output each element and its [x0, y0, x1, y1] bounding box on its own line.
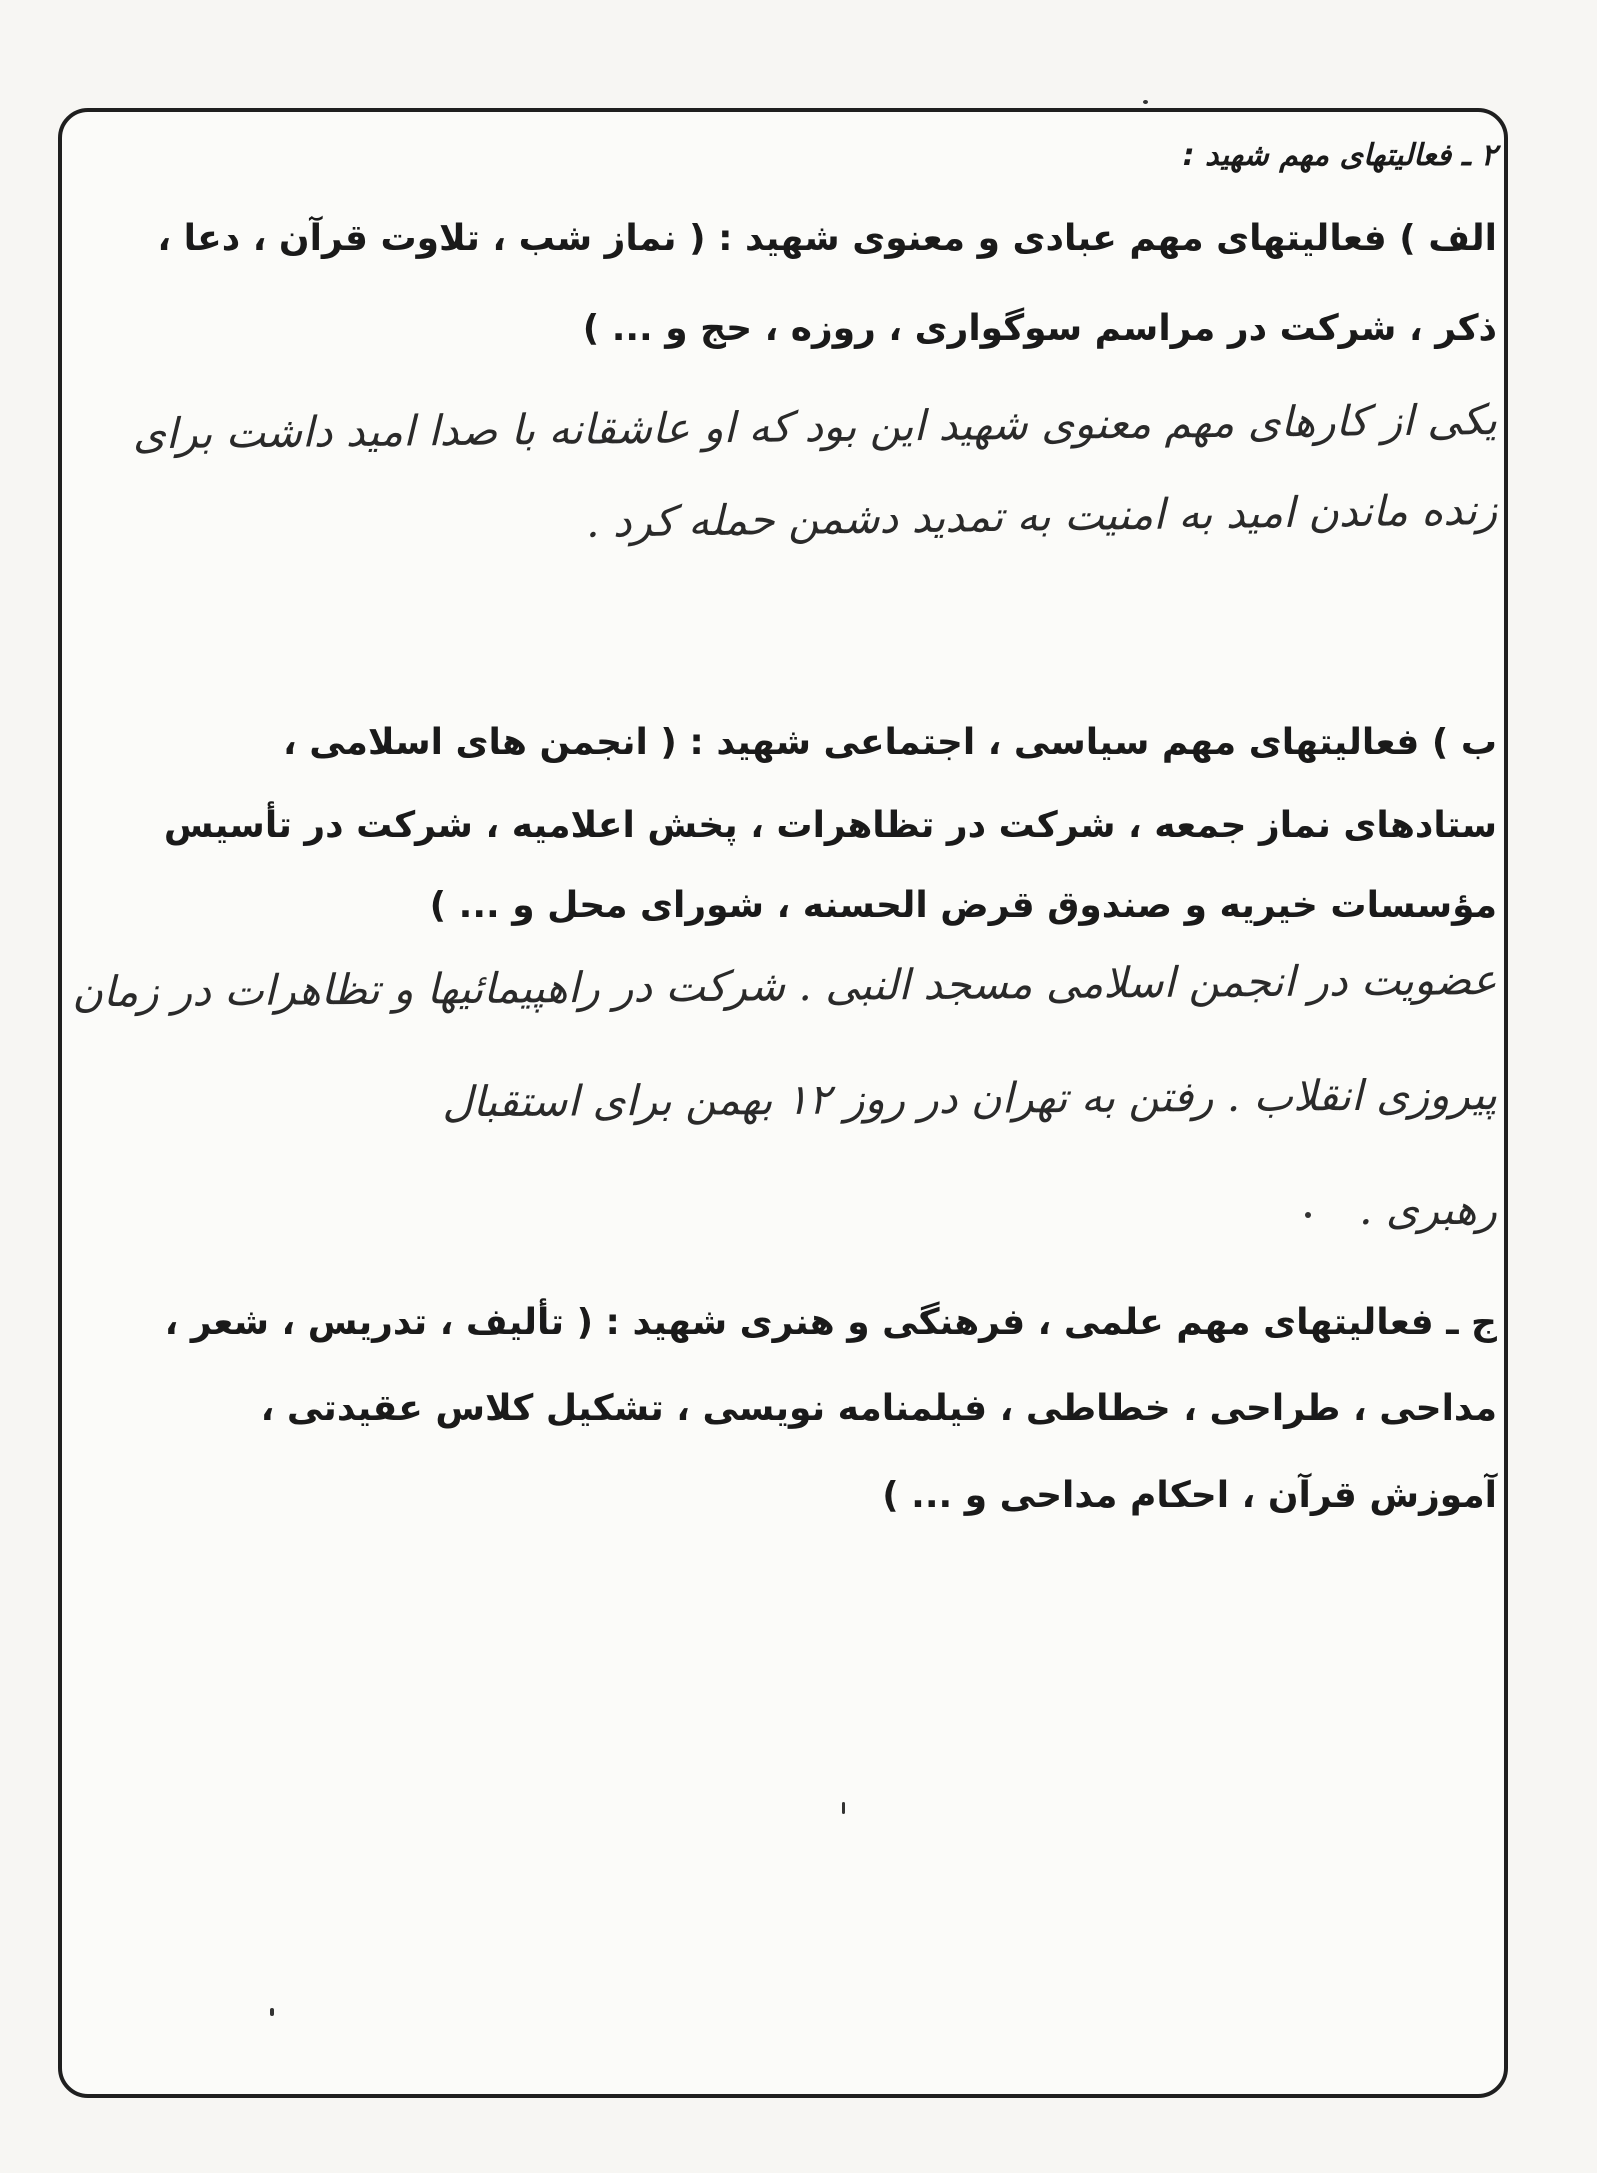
printed-line: ب ) فعالیتهای مهم سیاسی ، اجتماعی شهید : ( انجمن های اسلامی ،	[283, 722, 1497, 763]
scan-speck	[842, 1802, 845, 1814]
printed-line: ج ـ فعالیتهای مهم علمی ، فرهنگی و هنری شهید : ( تألیف ، تدریس ، شعر ،	[164, 1302, 1497, 1343]
printed-line: آموزش قرآن ، احکام مداحی و ... )	[882, 1475, 1497, 1516]
printed-line: الف ) فعالیتهای مهم عبادی و معنوی شهید : ( نماز شب ، تلاوت قرآن ، دعا ،	[157, 218, 1497, 259]
handwritten-line: پیروزی انقلاب . رفتن به تهران در روز ۱۲ بهمن برای استقبال	[442, 1070, 1498, 1127]
document-content	[71, 0, 1498, 2173]
scan-speck	[270, 2008, 274, 2016]
handwritten-line: عضویت در انجمن اسلامی مسجد النبی . شرکت در راهپیمائیها و تظاهرات در زمان	[71, 955, 1498, 1017]
scan-speck	[1143, 100, 1148, 104]
printed-line: ذکر ، شرکت در مراسم سوگواری ، روزه ، حج و ... )	[582, 308, 1497, 349]
printed-line: مؤسسات خیریه و صندوق قرض الحسنه ، شورای محل و ... )	[429, 885, 1497, 926]
handwritten-line: زنده ماندن امید به امنیت به تمدید دشمن حمله کرد .	[585, 485, 1498, 547]
handwritten-line: رهبری .	[1359, 1185, 1497, 1234]
section-heading: ۲ ـ فعالیتهای مهم شهید :	[1182, 138, 1497, 173]
scan-speck	[1305, 1212, 1311, 1218]
printed-line: مداحی ، طراحی ، خطاطی ، فیلمنامه نویسی ، تشکیل کلاس عقیدتی ،	[260, 1388, 1497, 1429]
handwritten-line: یکی از کارهای مهم معنوی شهید این بود که او عاشقانه با صدا امید داشت برای	[132, 395, 1498, 459]
printed-line: ستادهای نماز جمعه ، شرکت در تظاهرات ، پخش اعلامیه ، شرکت در تأسیس	[163, 805, 1497, 846]
